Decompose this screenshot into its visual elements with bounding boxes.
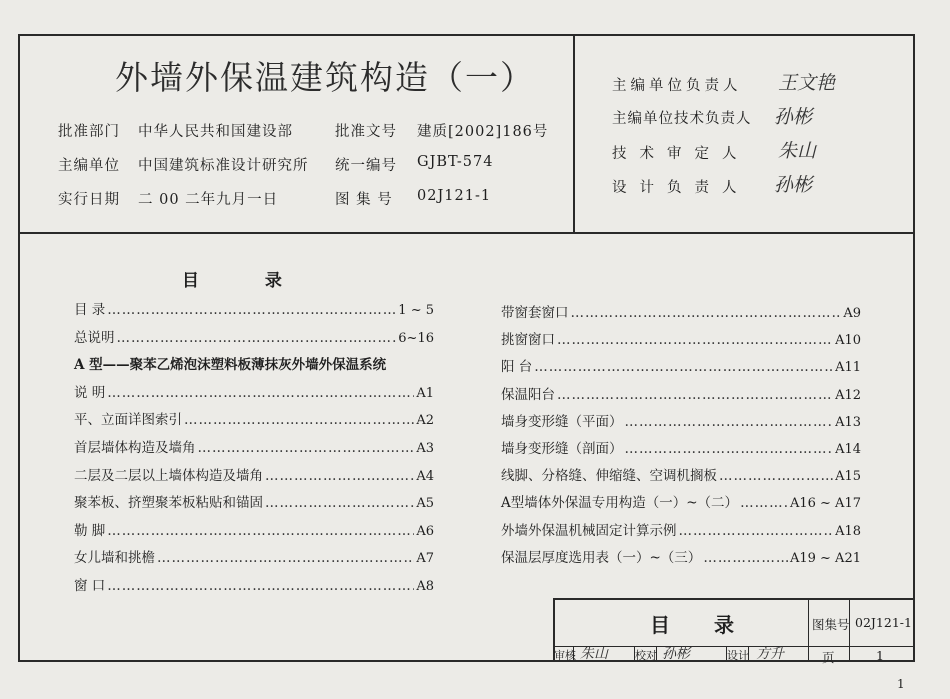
toc-entry <box>74 546 434 566</box>
toc-leader-dots <box>265 495 414 511</box>
field-value-approval-dept: 中华人民共和国建设部 <box>138 124 293 140</box>
toc-leader-dots <box>184 412 414 428</box>
title-block-page-no: 1 <box>876 648 884 663</box>
toc-entry-label: 目 录 <box>74 302 106 318</box>
atlas-title: 外墙外保温建筑构造（一） <box>115 58 535 97</box>
toc-leader-dots <box>703 550 788 566</box>
toc-entry-page: A1 <box>416 385 434 401</box>
signature-tech-head: 孙彬 <box>774 106 813 128</box>
responsible-label-chief-unit-head: 主编单位负责人 <box>612 78 742 94</box>
title-block-page-label: 页 <box>822 650 835 665</box>
toc-leader-dots <box>117 330 397 346</box>
toc-entry <box>501 519 861 539</box>
toc-entry <box>501 491 861 511</box>
toc-entry-label: 二层及二层以上墙体构造及墙角 <box>74 467 263 484</box>
field-label-atlas-no: 图 集 号 <box>335 192 393 208</box>
toc-entry <box>501 464 861 484</box>
toc-leader-dots <box>740 495 788 511</box>
toc-heading: 目 录 <box>182 271 312 291</box>
field-label-approval-no: 批准文号 <box>335 124 397 140</box>
toc-leader-dots <box>625 441 834 457</box>
toc-entry <box>74 298 434 318</box>
toc-entry-label: 线脚、分格缝、伸缩缝、空调机搁板 <box>501 468 717 485</box>
toc-leader-dots <box>625 414 834 430</box>
toc-entry-page: A11 <box>835 360 861 376</box>
toc-entry <box>74 353 434 373</box>
toc-entry-page: A3 <box>416 441 434 456</box>
toc-entry <box>501 328 861 348</box>
toc-leader-dots <box>679 523 834 539</box>
toc-entry-page: 1 ~ 5 <box>398 303 434 318</box>
toc-entry-page: A14 <box>835 442 861 457</box>
toc-entry-label: A 型——聚苯乙烯泡沫塑料板薄抹灰外墙外保温系统 <box>74 357 387 374</box>
toc-entry-label: 挑窗窗口 <box>501 332 555 349</box>
toc-entry-label: 墙身变形缝（平面） <box>501 413 623 430</box>
title-block-atlas-label: 图集号 <box>812 617 850 632</box>
toc-entry-label: 墙身变形缝（剖面） <box>501 441 623 457</box>
toc-entry-label: 外墙外保温机械固定计算示例 <box>501 522 677 539</box>
toc-entry-label: 阳 台 <box>501 359 533 376</box>
toc-leader-dots <box>198 440 415 456</box>
toc-entry-label: 首层墙体构造及墙角 <box>74 440 196 456</box>
field-value-approval-no: 建质[2002]186号 <box>417 124 549 140</box>
toc-entry-page: 6~16 <box>398 330 434 346</box>
signature-tech-reviewer: 朱山 <box>778 140 817 162</box>
toc-entry-page: A15 <box>835 469 861 485</box>
responsible-label-design-head: 设计负责人 <box>612 180 750 196</box>
toc-leader-dots <box>719 468 833 484</box>
toc-entry-label: 带窗套窗口 <box>501 305 569 321</box>
title-block-review-label: 审核 <box>554 649 576 662</box>
toc-leader-dots <box>534 359 833 375</box>
toc-entry-page: A5 <box>416 496 434 512</box>
toc-entry-page: A19 ~ A21 <box>789 550 861 566</box>
title-block-col-divider <box>808 598 809 662</box>
toc-entry-label: A型墙体外保温专用构造（一）~（二） <box>501 495 739 512</box>
toc-entry <box>74 464 434 484</box>
field-value-unified-no: GJBT-574 <box>417 154 494 170</box>
toc-entry-page: A8 <box>416 579 434 594</box>
toc-entry-page: A2 <box>416 413 434 429</box>
toc-entry-label: 总说明 <box>74 329 115 346</box>
title-block-design-signature: 方升 <box>756 646 784 662</box>
toc-entry-label: 平、立面详图索引 <box>74 412 182 429</box>
field-value-atlas-no: 02J121-1 <box>417 188 492 204</box>
title-block-review-signature: 朱山 <box>580 646 608 662</box>
toc-entry-label: 勒 脚 <box>74 522 106 539</box>
toc-entry-page: A12 <box>835 387 861 403</box>
header-divider <box>18 232 915 234</box>
toc-leader-dots <box>107 302 396 318</box>
toc-entry <box>501 355 861 375</box>
toc-entry-label: 保温层厚度选用表（一）~（三） <box>501 549 702 566</box>
title-block-design-label: 设计 <box>727 649 749 662</box>
title-block-atlas-no: 02J121-1 <box>855 615 912 630</box>
toc-entry <box>501 301 861 321</box>
toc-entry <box>501 546 861 566</box>
toc-entry-page: A10 <box>835 333 861 349</box>
header-column-divider <box>573 34 575 233</box>
toc-entry <box>501 383 861 403</box>
field-label-approval-dept: 批准部门 <box>58 124 120 140</box>
field-label-unified-no: 统一编号 <box>335 158 397 174</box>
toc-entry <box>74 381 434 401</box>
toc-leader-dots <box>107 385 414 401</box>
signature-design-head: 孙彬 <box>774 174 813 196</box>
toc-entry-label: 窗 口 <box>74 578 106 594</box>
toc-entry-page: A16 ~ A17 <box>789 496 861 512</box>
toc-entry-label: 聚苯板、挤塑聚苯板粘贴和锚固 <box>74 495 263 512</box>
toc-entry <box>74 436 434 456</box>
toc-leader-dots <box>107 578 414 594</box>
toc-leader-dots <box>157 550 414 566</box>
field-value-effective-date: 二 00 二年九月一日 <box>138 192 279 208</box>
toc-entry <box>74 519 434 539</box>
toc-leader-dots <box>571 305 842 321</box>
responsible-label-tech-head: 主编单位技术负责人 <box>612 111 752 127</box>
toc-entry-page: A4 <box>416 468 434 484</box>
toc-entry-label: 说 明 <box>74 384 106 401</box>
toc-leader-dots <box>557 332 833 348</box>
title-block-check-label: 校对 <box>635 649 657 662</box>
field-label-effective-date: 实行日期 <box>58 192 120 208</box>
signature-chief-unit-head: 王文艳 <box>778 72 836 94</box>
toc-entry-page: A18 <box>835 523 861 539</box>
toc-entry <box>501 437 861 457</box>
field-value-chief-unit: 中国建筑标准设计研究所 <box>138 158 309 174</box>
title-block-name: 目录 <box>650 613 778 637</box>
toc-leader-dots <box>107 523 414 539</box>
toc-entry <box>74 491 434 511</box>
toc-entry-page: A13 <box>835 414 861 430</box>
responsible-label-tech-reviewer: 技术审定人 <box>612 146 750 162</box>
toc-entry-label: 保温阳台 <box>501 386 555 403</box>
sheet-page-number: 1 <box>897 677 905 691</box>
toc-entry-page: A6 <box>416 523 434 539</box>
toc-entry-page: A9 <box>843 306 861 321</box>
toc-entry <box>74 408 434 428</box>
toc-entry-label: 女儿墙和挑檐 <box>74 550 155 567</box>
toc-entry <box>74 574 434 594</box>
toc-leader-dots <box>265 468 414 484</box>
toc-leader-dots <box>557 387 833 403</box>
field-label-chief-unit: 主编单位 <box>58 158 120 174</box>
toc-entry-page: A7 <box>416 551 434 567</box>
toc-entry <box>74 326 434 346</box>
toc-entry <box>501 410 861 430</box>
title-block-check-signature: 孙彬 <box>662 646 690 662</box>
